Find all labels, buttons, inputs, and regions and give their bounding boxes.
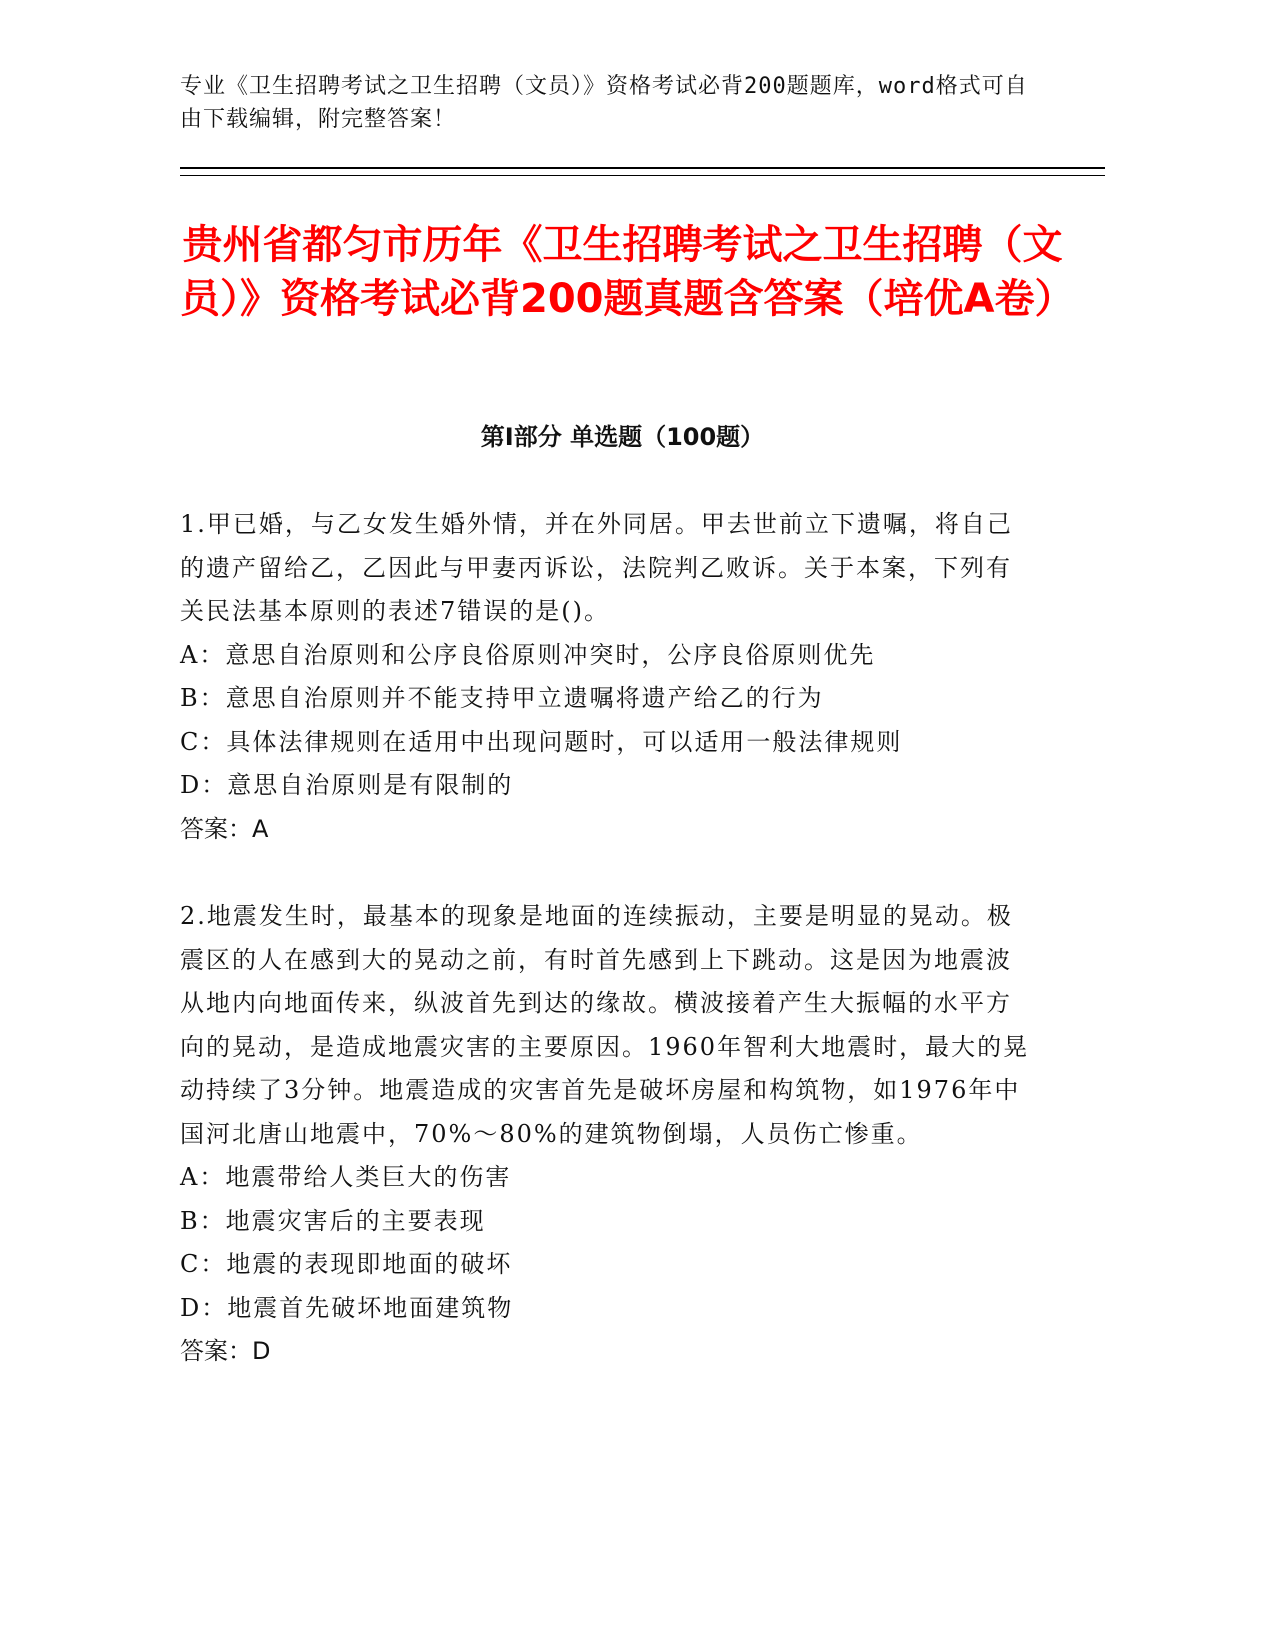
question-2 [180, 895, 1030, 1374]
header-divider-thick [180, 167, 1105, 169]
header-divider-thin [180, 175, 1105, 176]
question-2-answer: 答案：D [180, 1337, 271, 1365]
question-2-option-b: B：地震灾害后的主要表现 [180, 1206, 486, 1235]
question-1-answer: 答案：A [180, 814, 269, 843]
header-note: 专业《卫生招聘考试之卫生招聘（文员）》资格考试必背200题题库，word格式可自由下载编辑，附完整答案！ [180, 74, 1028, 132]
question-1-option-c: C：具体法律规则在适用中出现问题时，可以适用一般法律规则 [180, 727, 903, 756]
question-2-option-c: C：地震的表现即地面的破坏 [180, 1250, 513, 1278]
document-title: 贵州省都匀市历年《卫生招聘考试之卫生招聘（文员）》资格考试必背200题真题含答案（培优A卷） [180, 222, 1075, 322]
question-1-option-b: B：意思自治原则并不能支持甲立遗嘱将遗产给乙的行为 [180, 684, 824, 712]
question-1-option-a: A：意思自治原则和公序良俗原则冲突时，公序良俗原则优先 [180, 640, 876, 669]
question-1 [180, 503, 1030, 851]
question-2-option-d: D：地震首先破坏地面建筑物 [180, 1293, 514, 1322]
question-2-option-a: A：地震带给人类巨大的伤害 [180, 1163, 512, 1191]
question-1-option-d: D：意思自治原则是有限制的 [180, 771, 514, 799]
question-1-text: 1.甲已婚，与乙女发生婚外情，并在外同居。甲去世前立下遗嘱，将自己的遗产留给乙，乙因此与甲妻丙诉讼，法院判乙败诉。关于本案，下列有关民法基本原则的表述7错误的是()。 [180, 510, 1013, 625]
question-2-text: 2.地震发生时，最基本的现象是地面的连续振动，主要是明显的晃动。极震区的人在感到大的晃动之前，有时首先感到上下跳动。这是因为地震波从地内向地面传来，纵波首先到达的缘故。横波接着产生大振幅的水平方向的晃动，是造成地震灾害的主要原因。1960年智利大地震时，最大的晃动持续了3分钟。地震造成的灾害首先是破坏房屋和构筑物，如1976年中国河北唐山地震中，70%～80%的建筑物倒塌，人员伤亡惨重。 [180, 902, 1030, 1148]
section-title: 第I部分 单选题（100题） [480, 423, 765, 451]
